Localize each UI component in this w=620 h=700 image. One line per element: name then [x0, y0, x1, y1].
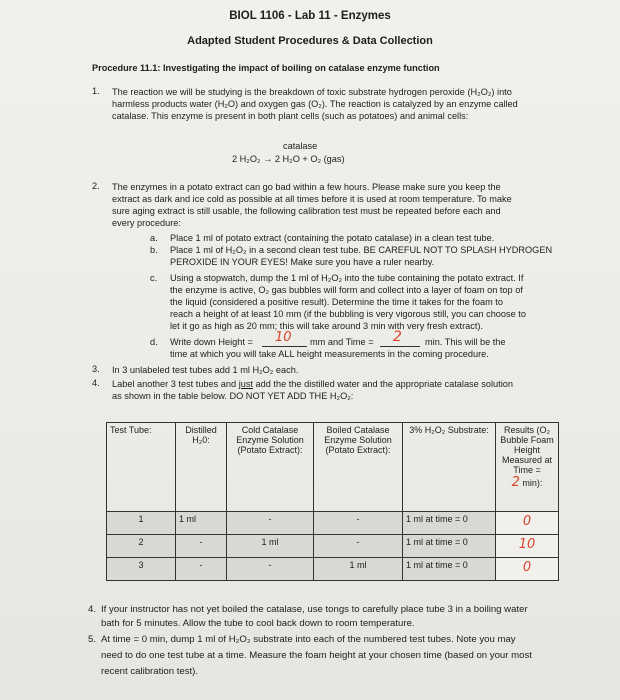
- enzyme-label: catalase: [283, 141, 318, 151]
- table-row: [107, 512, 559, 535]
- step-4b-line: bath for 5 minutes. Allow the tube to cool back down to room temperature.: [101, 618, 415, 629]
- substrate-cell: 1 ml at time = 0: [403, 512, 496, 535]
- substep-d-end: min. This will be the: [425, 337, 506, 347]
- catalase-table: [106, 422, 559, 581]
- header-cell: Distilled H₂0:: [176, 423, 227, 512]
- substep-c-text: Using a stopwatch, dump the 1 ml of H₂O₂ into the tube containing the potato extract. If: [170, 273, 524, 283]
- substep-a-label: a.: [150, 233, 158, 243]
- table-row: [107, 558, 559, 581]
- substep-b-text: PEROXIDE IN YOUR EYES! Make sure you have a ruler nearby.: [170, 257, 435, 267]
- table-header-row: [107, 423, 559, 512]
- step-5-number: 5.: [88, 634, 97, 645]
- step-2-number: 2.: [92, 181, 100, 191]
- step-2-line: extract as dark and ice cold as possible at all times before it is used at room temperature. To make: [112, 194, 512, 204]
- step-5-line: need to do one test tube at a time. Measure the foam height at your chosen time (based on your most: [101, 650, 532, 661]
- header-cell: Boiled Catalase Enzyme Solution (Potato Extract):: [314, 423, 403, 512]
- water-cell: 1 ml: [176, 512, 227, 535]
- table-row: [107, 535, 559, 558]
- boiled-cell: -: [314, 512, 403, 535]
- results-header-cell: Results (O₂ Bubble Foam Height Measured at Time = 2 min):: [496, 423, 559, 512]
- tube-cell: 2: [107, 535, 176, 558]
- step-4-line: Label another 3 test tubes and just add the the distilled water and the appropriate catalase solution: [112, 379, 513, 389]
- header-cell: Cold Catalase Enzyme Solution (Potato Extract):: [227, 423, 314, 512]
- step-3-text: In 3 unlabeled test tubes add 1 ml H₂O₂ each.: [112, 365, 299, 375]
- result-cell: 0: [496, 558, 559, 581]
- substep-c-text: let it go as high as 20 mm; this will take around 3 min with very fresh extract).: [170, 321, 484, 331]
- cold-cell: -: [227, 512, 314, 535]
- step-1-line: harmless products water (H₂O) and oxygen gas (O₂). The reaction is catalyzed by an enzyme called: [112, 99, 518, 109]
- tube-cell: 3: [107, 558, 176, 581]
- step-5-line: At time = 0 min, dump 1 ml of H₂O₂ substrate into each of the numbered test tubes. Note you may: [101, 634, 516, 645]
- substep-d-mid: mm and Time =: [310, 337, 374, 347]
- step-1-number: 1.: [92, 86, 100, 96]
- time-blank-line: [380, 346, 420, 347]
- water-cell: -: [176, 535, 227, 558]
- substep-b-label: b.: [150, 245, 158, 255]
- step-2-line: sure aging extract is still usable, the following calibration test must be repeated before each and: [112, 206, 501, 216]
- procedure-heading: Procedure 11.1: Investigating the impact of boiling on catalase enzyme function: [92, 63, 440, 73]
- step-1-line: The reaction we will be studying is the breakdown of toxic substrate hydrogen peroxide (H₂O₂) into: [112, 87, 512, 97]
- step-1-line: catalase. This enzyme is present in both plant cells (such as potatoes) and animal cells:: [112, 111, 469, 121]
- document-subtitle: Adapted Student Procedures & Data Collection: [187, 35, 433, 47]
- tube-cell: 1: [107, 512, 176, 535]
- substep-c-text: the enzyme is active, O₂ gas bubbles will form and collect into a layer of foam on top of: [170, 285, 523, 295]
- handwritten-time: 2: [393, 329, 402, 345]
- substep-d-label: d.: [150, 337, 158, 347]
- substep-d-start: Write down Height =: [170, 337, 253, 347]
- boiled-cell: 1 ml: [314, 558, 403, 581]
- boiled-cell: -: [314, 535, 403, 558]
- header-cell: Test Tube:: [107, 423, 176, 512]
- course-title: BIOL 1106 - Lab 11 - Enzymes: [229, 10, 391, 22]
- cold-cell: 1 ml: [227, 535, 314, 558]
- substrate-cell: 1 ml at time = 0: [403, 558, 496, 581]
- step-5-line: recent calibration test).: [101, 666, 199, 677]
- reaction-equation: 2 H₂O₂ → 2 H₂O + O₂ (gas): [232, 154, 345, 164]
- header-cell: 3% H₂O₂ Substrate:: [403, 423, 496, 512]
- substep-c-text: reach a height of at least 10 mm (if the bubbling is very vigorous still, you can choose to: [170, 309, 526, 319]
- handwritten-height: 10: [275, 330, 292, 345]
- result-cell: 0: [496, 512, 559, 535]
- handwritten-results-time: 2: [511, 475, 520, 490]
- step-4-line: as shown in the table below. DO NOT YET ADD THE H₂O₂:: [112, 391, 354, 401]
- step-4b-line: If your instructor has not yet boiled the catalase, use tongs to carefully place tube 3 in a boiling water: [101, 604, 528, 615]
- substep-a-text: Place 1 ml of potato extract (containing the potato catalase) in a clean test tube.: [170, 233, 495, 243]
- substep-c-text: the liquid (considered a positive result). Determine the time it takes for the foam to: [170, 297, 503, 307]
- substep-d-text: time at which you will take ALL height measurements in the coming procedure.: [170, 349, 489, 359]
- substep-c-label: c.: [150, 273, 158, 283]
- water-cell: -: [176, 558, 227, 581]
- step-2-line: The enzymes in a potato extract can go bad within a few hours. Please make sure you keep the: [112, 182, 501, 192]
- substep-b-text: Place 1 ml of H₂O₂ in a second clean test tube. BE CAREFUL NOT TO SPLASH HYDROGEN: [170, 245, 553, 255]
- step-2-line: every procedure:: [112, 218, 181, 228]
- substrate-cell: 1 ml at time = 0: [403, 535, 496, 558]
- cold-cell: -: [227, 558, 314, 581]
- height-blank-line: [262, 346, 307, 347]
- result-cell: 10: [496, 535, 559, 558]
- step-4-number: 4.: [92, 378, 100, 388]
- step-4b-number: 4.: [88, 604, 97, 615]
- step-3-number: 3.: [92, 364, 100, 374]
